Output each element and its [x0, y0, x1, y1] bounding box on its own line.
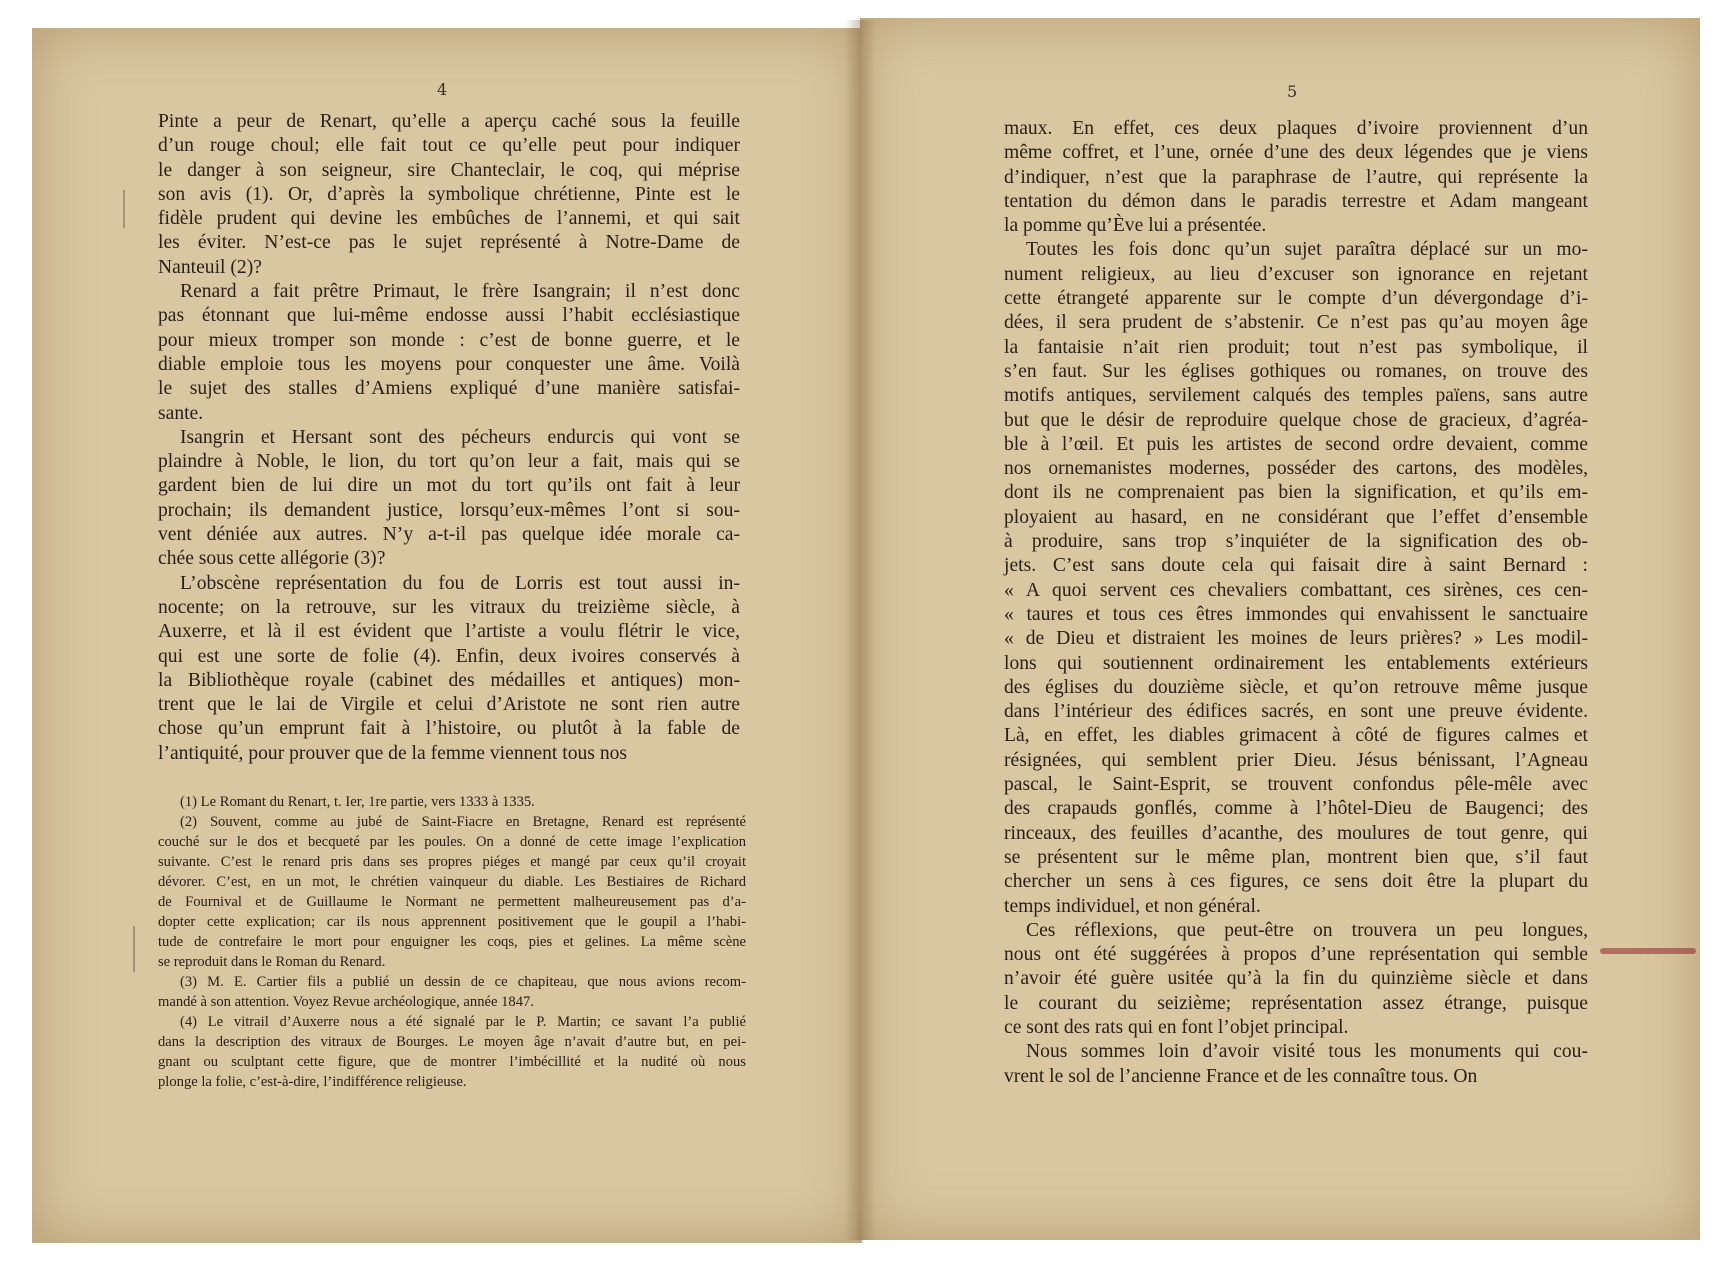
text-line: sante. [158, 402, 204, 424]
text-line: des crapauds gonflés, comme à l’hôtel-Dieu de Baugenci; des [1004, 798, 1588, 820]
text-line: « A quoi servent ces chevaliers combattant, ces sirènes, ces cen- [1004, 579, 1588, 601]
text-line: la Bibliothèque royale (cabinet des médailles et antiques) mon- [158, 669, 740, 691]
footnote-line: plonge la folie, c’est-à-dire, l’indifférence religieuse. [158, 1074, 467, 1090]
text-line: nument religieux, au lieu d’excuser son ignorance en rejetant [1004, 263, 1588, 285]
text-line: diable emploie tous les moyens pour conquester une âme. Voilà [158, 353, 740, 375]
text-line: dées, il sera prudent de s’abstenir. Ce n’est pas qu’au moyen âge [1004, 312, 1588, 334]
text-line: ce sont des rats qui en font l’objet principal. [1004, 1016, 1349, 1038]
text-line: ble à l’œil. Et puis les artistes de second ordre devaient, comme [1004, 433, 1588, 455]
text-line: Renard a fait prêtre Primaut, le frère Isangrain; il n’est donc [180, 281, 740, 303]
text-line: nous ont été suggérées à propos d’une représentation qui semble [1004, 944, 1588, 966]
footnote-line: dévorer. C’est, en un mot, le chrétien vainqueur du diable. Les Bestiaires de Richard [158, 874, 746, 890]
text-line: Toutes les fois donc qu’un sujet paraîtra déplacé sur un mo- [1026, 239, 1588, 261]
text-line: le courant du seizième; représentation assez étrange, puisque [1004, 992, 1588, 1014]
text-line: trent que le lai de Virgile et celui d’Aristote ne sont rien autre [158, 694, 740, 716]
text-line: plaindre à Noble, le lion, du tort qu’on leur a fait, mais qui se [158, 451, 740, 473]
text-line: prochain; ils demandent justice, lorsqu’eux-mêmes l’ont si sou- [158, 499, 740, 521]
footnote-line: dans la description des vitraux de Bourges. Le moyen âge n’avait d’autre but, en pei- [158, 1034, 746, 1050]
text-line: ployaient au hasard, en ne considérant que l’effet d’ensemble [1004, 506, 1588, 528]
footnote-line: se reproduit dans le Roman du Renard. [158, 954, 386, 970]
pencil-mark [133, 926, 135, 972]
footnote-line: (2) Souvent, comme au jubé de Saint-Fiacre en Bretagne, Renard est représenté [180, 814, 746, 830]
text-line: L’obscène représentation du fou de Lorris est tout aussi in- [180, 572, 740, 594]
text-line: maux. En effet, ces deux plaques d’ivoire proviennent d’un [1004, 118, 1588, 139]
text-line: cette étrangeté apparente sur le compte d’un dévergondage d’i- [1004, 288, 1588, 310]
text-line: Isangrin et Hersant sont des pécheurs endurcis qui vont se [180, 426, 740, 448]
text-line: dont ils ne comprenaient pas bien la signification, et qu’ils em- [1004, 482, 1588, 504]
text-line: des églises du douzième siècle, et qu’on retrouve même jusque [1004, 676, 1588, 698]
page-number-right: 5 [1287, 82, 1298, 101]
footnote-line: de Fournival et de Guillaume le Normant ne permettent malheureusement pas d’a- [158, 894, 746, 910]
text-line: nos ornemanistes modernes, posséder des cartons, des modèles, [1004, 458, 1588, 480]
text-line: même coffret, et l’une, ornée d’une des deux légendes que je viens [1004, 142, 1588, 164]
text-line: d’indiquer, n’est que la paraphrase de l’autre, qui représente la [1004, 166, 1588, 188]
text-line: s’en faut. Sur les églises gothiques ou romanes, on trouve des [1004, 360, 1588, 382]
footnote-line: tude de contrefaire le mort pour enguigner les coqs, pies et gelines. La même scène [158, 934, 746, 950]
text-line: jets. C’est sans doute cela qui faisait dire à saint Bernard : [1004, 555, 1588, 577]
text-line: « taures et tous ces êtres immondes qui envahissent le sanctuaire [1004, 603, 1588, 625]
left-page-footnotes [158, 792, 746, 1092]
text-line: Nous sommes loin d’avoir visité tous les monuments qui cou- [1026, 1041, 1588, 1063]
left-page-body [158, 110, 740, 766]
page-number-left: 4 [437, 80, 448, 99]
text-line: résignées, qui semblent prier Dieu. Jésus bénissant, l’Agneau [1004, 749, 1588, 771]
text-line: pas étonnant que lui-même endosse aussi l’habit ecclésiastique [158, 305, 740, 327]
text-line: le sujet des stalles d’Amiens expliqué d’une manière satisfai- [158, 378, 740, 400]
footnote-line: (3) M. E. Cartier fils a publié un dessin de ce chapiteau, que nous avions recom- [180, 974, 746, 990]
text-line: fidèle prudent qui devine les embûches de l’annemi, et qui sait [158, 208, 740, 230]
text-line: dans l’intérieur des édifices sacrés, en sont une preuve évidente. [1004, 701, 1588, 723]
text-line: motifs antiques, servilement calqués des temples païens, sans autre [1004, 385, 1588, 407]
footnote-line: (4) Le vitrail d’Auxerre nous a été signalé par le P. Martin; ce savant l’a publié [180, 1014, 746, 1030]
text-line: à produire, sans trop s’inquiéter de la signification des ob- [1004, 531, 1588, 553]
text-line: la fantaisie n’ait rien produit; tout n’est pas symbolique, il [1004, 336, 1588, 358]
text-line: n’avoir été guère usitée qu’à la fin du quinzième siècle et dans [1004, 968, 1588, 990]
text-line: chose qu’un emprunt fait à l’histoire, ou plutôt à la fable de [158, 718, 740, 740]
text-line: vent déniée aux autres. N’y a-t-il pas quelque idée morale ca- [158, 524, 740, 546]
text-line: nocente; on la retrouve, sur les vitraux du treizième siècle, à [158, 596, 740, 618]
book-gutter [845, 20, 875, 1240]
ink-stain-mark [1600, 948, 1696, 954]
text-line: temps individuel, et non général. [1004, 895, 1261, 917]
text-line: Nanteuil (2)? [158, 256, 262, 278]
text-line: d’un rouge choul; elle fait tout ce qu’elle peut pour indiquer [158, 135, 740, 157]
footnote-line: dopter cette explication; car ils nous apprennent positivement que le goupil a l’habi- [158, 914, 746, 930]
text-line: gardent bien de lui dire un mot du tort qu’ils ont fait à leur [158, 475, 740, 497]
footnote-line: mandé à son attention. Voyez Revue archéologique, année 1847. [158, 994, 534, 1010]
text-line: Ces réflexions, que peut-être on trouvera un peu longues, [1026, 919, 1588, 941]
text-line: Pinte a peur de Renart, qu’elle a aperçu caché sous la feuille [158, 111, 740, 132]
text-line: Auxerre, et là il est évident que l’artiste a voulu flétrir le vice, [158, 621, 740, 643]
footnote-line: couché sur le dos et becqueté par les poules. On a donné de cette image l’explication [158, 834, 746, 850]
text-line: son avis (1). Or, d’après la symbolique chrétienne, Pinte est le [158, 183, 740, 205]
right-page-body [1004, 117, 1588, 1089]
text-line: vrent le sol de l’ancienne France et de les connaître tous. On [1004, 1065, 1478, 1087]
footnote-line: (1) Le Romant du Renart, t. Ier, 1re partie, vers 1333 à 1335. [180, 794, 535, 810]
text-line: chercher un sens à ces figures, ce sens doit être la plupart du [1004, 871, 1588, 893]
text-line: qui est une sorte de folie (4). Enfin, deux ivoires conservés à [158, 645, 740, 667]
text-line: Là, en effet, les diables grimacent à côté de figures calmes et [1004, 725, 1588, 747]
text-line: l’antiquité, pour prouver que de la femme viennent tous nos [158, 742, 628, 764]
footnote-line: gnant ou sculptant cette figure, que de montrer l’imbécillité et la nudité où nous [158, 1054, 746, 1070]
text-line: pour mieux tromper son monde : c’est de bonne guerre, et le [158, 329, 740, 351]
footnote-line: suivante. C’est le renard pris dans ses propres piéges et mangé par ceux qu’il croyait [158, 854, 746, 870]
text-line: se présentent sur le même plan, montrent bien que, s’il faut [1004, 846, 1588, 868]
text-line: lons qui soutiennent ordinairement les entablements extérieurs [1004, 652, 1588, 674]
pencil-mark [123, 190, 125, 228]
text-line: le danger à son seigneur, sire Chanteclair, le coq, qui méprise [158, 159, 740, 181]
text-line: but que le désir de reproduire quelque chose de gracieux, d’agréa- [1004, 409, 1588, 431]
text-line: chée sous cette allégorie (3)? [158, 548, 386, 570]
text-line: « de Dieu et distraient les moines de leurs prières? » Les modil- [1004, 628, 1588, 650]
text-line: la pomme qu’Ève lui a présentée. [1004, 215, 1267, 237]
text-line: pascal, le Saint-Esprit, se trouvent confondus pêle-mêle avec [1004, 774, 1588, 796]
text-line: les éviter. N’est-ce pas le sujet représenté à Notre-Dame de [158, 232, 740, 254]
text-line: rinceaux, des feuilles d’acanthe, des moulures de tout genre, qui [1004, 822, 1588, 844]
text-line: tentation du démon dans le paradis terrestre et Adam mangeant [1004, 190, 1588, 212]
